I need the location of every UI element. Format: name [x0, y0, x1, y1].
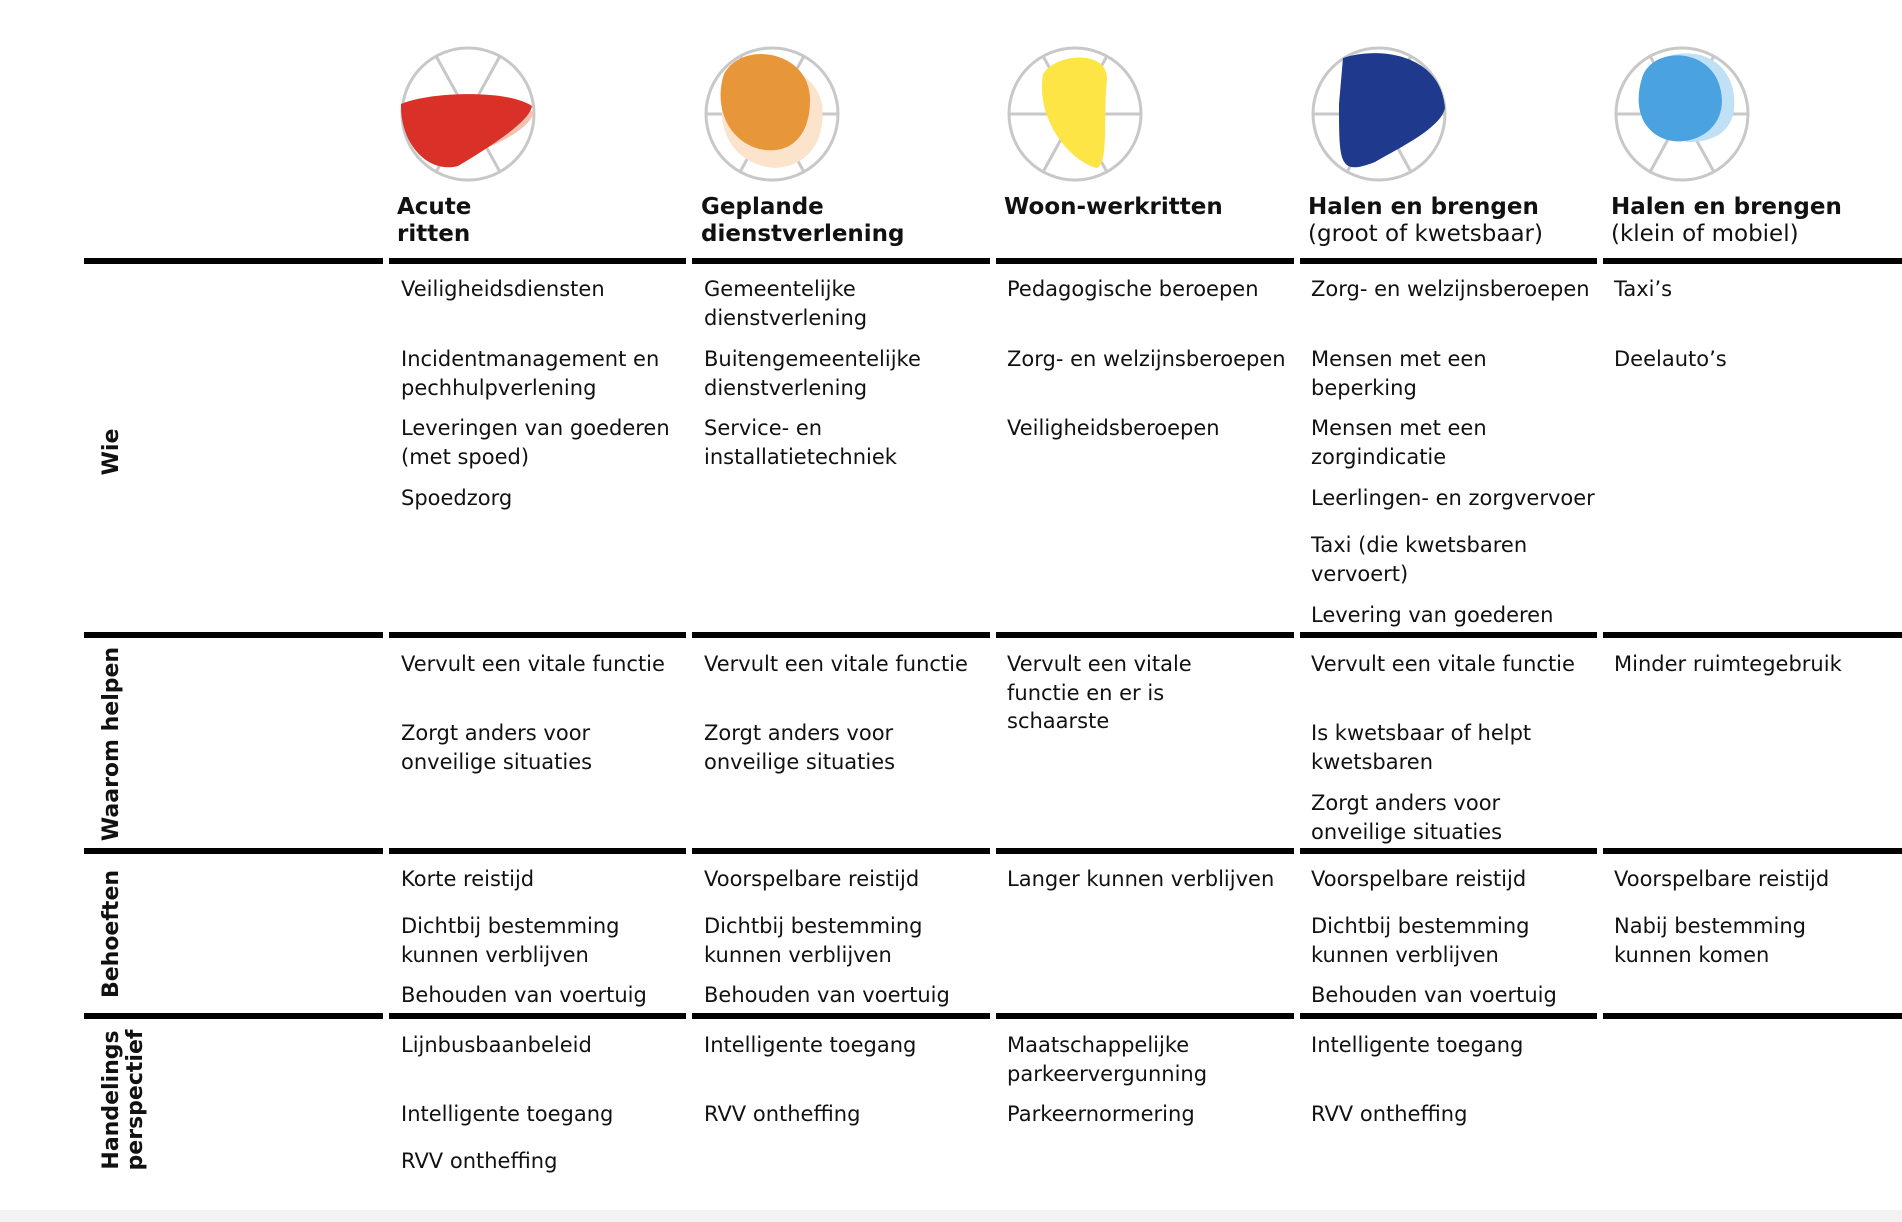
rule-gap — [1294, 632, 1300, 638]
bottom-edge — [0, 1210, 1902, 1222]
rule-gap — [686, 258, 692, 264]
list-item: Maatschappelijke parkeervergunning — [1007, 1033, 1208, 1086]
row-label-behoeften: Behoeften — [99, 869, 124, 999]
cell-waarom-halen-groot — [1311, 650, 1581, 844]
list-item: Dichtbij bestemming kunnen verblijven — [704, 914, 923, 967]
list-item: Nabij bestemming kunnen komen — [1614, 914, 1806, 967]
rule-gap — [1597, 848, 1603, 854]
list-item: Minder ruimtegebruik — [1614, 652, 1842, 676]
cell-handelings-acute — [401, 1031, 671, 1173]
list-item: Vervult een vitale functie en er is schaarste — [1007, 652, 1192, 733]
list-item: Intelligente toegang — [704, 1033, 917, 1057]
list-item: Buitengemeentelijke dienstverlening — [704, 347, 921, 400]
row-label-handelingsperspectief: Handelings perspectief — [99, 1029, 148, 1171]
col-icon-halen-klein — [1612, 44, 1752, 184]
cell-handelings-woon-werk — [1007, 1031, 1277, 1126]
list-item: Spoedzorg — [401, 486, 513, 510]
list-item: Voorspelbare reistijd — [704, 867, 920, 891]
list-item: Behouden van voertuig — [1311, 983, 1557, 1007]
list-item: Levering van goederen — [1311, 603, 1554, 627]
list-item: Leerlingen- en zorgvervoer — [1311, 486, 1595, 510]
list-item: Behouden van voertuig — [401, 983, 647, 1007]
list-item: Parkeernormering — [1007, 1102, 1195, 1126]
col-title-acute: Acute ritten — [397, 194, 472, 247]
list-item: Langer kunnen verblijven — [1007, 867, 1275, 891]
blue-blob-radar-icon — [1612, 44, 1752, 184]
list-item: Lijnbusbaanbeleid — [401, 1033, 592, 1057]
rule-gap — [1294, 258, 1300, 264]
list-item: Zorgt anders voor onveilige situaties — [401, 721, 593, 774]
list-item: Service- en installatietechniek — [704, 416, 897, 469]
rule-gap — [990, 848, 996, 854]
col-icon-halen-groot — [1309, 44, 1449, 184]
list-item: Mensen met een zorgindicatie — [1311, 416, 1487, 469]
list-item: RVV ontheffing — [401, 1149, 558, 1173]
cell-wie-halen-groot — [1311, 275, 1596, 627]
cell-waarom-geplande — [704, 650, 974, 774]
rule-gap — [1294, 848, 1300, 854]
rule-gap — [686, 632, 692, 638]
list-item: Zorg- en welzijnsberoepen — [1007, 347, 1286, 371]
list-item: Zorgt anders voor onveilige situaties — [704, 721, 896, 774]
list-item: Leveringen van goederen (met spoed) — [401, 416, 670, 469]
list-item: Intelligente toegang — [1311, 1033, 1524, 1057]
list-item: Pedagogische beroepen — [1007, 277, 1259, 301]
list-item: Zorgt anders voor onveilige situaties — [1311, 791, 1503, 844]
col-title-woon-werk: Woon-werkritten — [1004, 194, 1223, 220]
list-item: Taxi (die kwetsbaren vervoert) — [1311, 533, 1528, 586]
list-item: Behouden van voertuig — [704, 983, 950, 1007]
rule-gap — [686, 1013, 692, 1019]
cell-handelings-geplande — [704, 1031, 974, 1126]
cell-wie-geplande — [704, 275, 974, 469]
col-title-geplande: Geplande dienstverlening — [701, 194, 905, 247]
cell-waarom-acute — [401, 650, 671, 774]
col-icon-geplande — [702, 44, 842, 184]
rule-gap — [1294, 1013, 1300, 1019]
cell-behoeften-halen-klein — [1614, 865, 1884, 967]
list-item: Deelauto’s — [1614, 347, 1727, 371]
list-item: Zorg- en welzijnsberoepen — [1311, 277, 1590, 301]
rule-gap — [990, 632, 996, 638]
list-item: Voorspelbare reistijd — [1614, 867, 1830, 891]
rule-gap — [990, 1013, 996, 1019]
cell-handelings-halen-groot — [1311, 1031, 1581, 1126]
list-item: Taxi’s — [1614, 277, 1673, 301]
cell-wie-acute — [401, 275, 671, 510]
rule-gap — [383, 1013, 389, 1019]
list-item: Voorspelbare reistijd — [1311, 867, 1527, 891]
rule-gap — [686, 848, 692, 854]
rule-gap — [990, 258, 996, 264]
orange-blob-radar-icon — [702, 44, 842, 184]
list-item: RVV ontheffing — [704, 1102, 861, 1126]
col-title-halen-groot: Halen en brengen (groot of kwetsbaar) — [1308, 194, 1543, 247]
list-item: Intelligente toegang — [401, 1102, 614, 1126]
list-item: Vervult een vitale functie — [704, 652, 968, 676]
col-title-halen-klein: Halen en brengen (klein of mobiel) — [1611, 194, 1842, 247]
rule-gap — [383, 632, 389, 638]
rule-gap — [1597, 258, 1603, 264]
row-label-wie: Wie — [99, 428, 124, 476]
col-icon-woon-werk — [1005, 44, 1145, 184]
cell-behoeften-woon-werk — [1007, 865, 1287, 894]
red-blob-radar-icon — [398, 44, 538, 184]
cell-waarom-woon-werk — [1007, 650, 1277, 736]
list-item: RVV ontheffing — [1311, 1102, 1468, 1126]
list-item: Dichtbij bestemming kunnen verblijven — [401, 914, 620, 967]
list-item: Gemeentelijke dienstverlening — [704, 277, 868, 330]
cell-behoeften-acute — [401, 865, 671, 1007]
navy-blob-radar-icon — [1309, 44, 1449, 184]
list-item: Is kwetsbaar of helpt kwetsbaren — [1311, 721, 1532, 774]
cell-waarom-halen-klein — [1614, 650, 1884, 679]
col-icon-acute — [398, 44, 538, 184]
list-item: Vervult een vitale functie — [401, 652, 665, 676]
cell-wie-woon-werk — [1007, 275, 1287, 440]
list-item: Veiligheidsberoepen — [1007, 416, 1220, 440]
rule-gap — [383, 258, 389, 264]
cell-behoeften-halen-groot — [1311, 865, 1581, 1007]
list-item: Dichtbij bestemming kunnen verblijven — [1311, 914, 1530, 967]
cell-wie-halen-klein — [1614, 275, 1884, 371]
list-item: Veiligheidsdiensten — [401, 277, 605, 301]
rule-gap — [383, 848, 389, 854]
list-item: Korte reistijd — [401, 867, 535, 891]
row-label-waarom: Waarom helpen — [99, 646, 124, 842]
rule-gap — [1597, 632, 1603, 638]
list-item: Mensen met een beperking — [1311, 347, 1487, 400]
list-item: Vervult een vitale functie — [1311, 652, 1575, 676]
rule-gap — [1597, 1013, 1603, 1019]
yellow-blob-radar-icon — [1005, 44, 1145, 184]
cell-behoeften-geplande — [704, 865, 974, 1007]
list-item: Incidentmanagement en pechhulpverlening — [401, 347, 660, 400]
